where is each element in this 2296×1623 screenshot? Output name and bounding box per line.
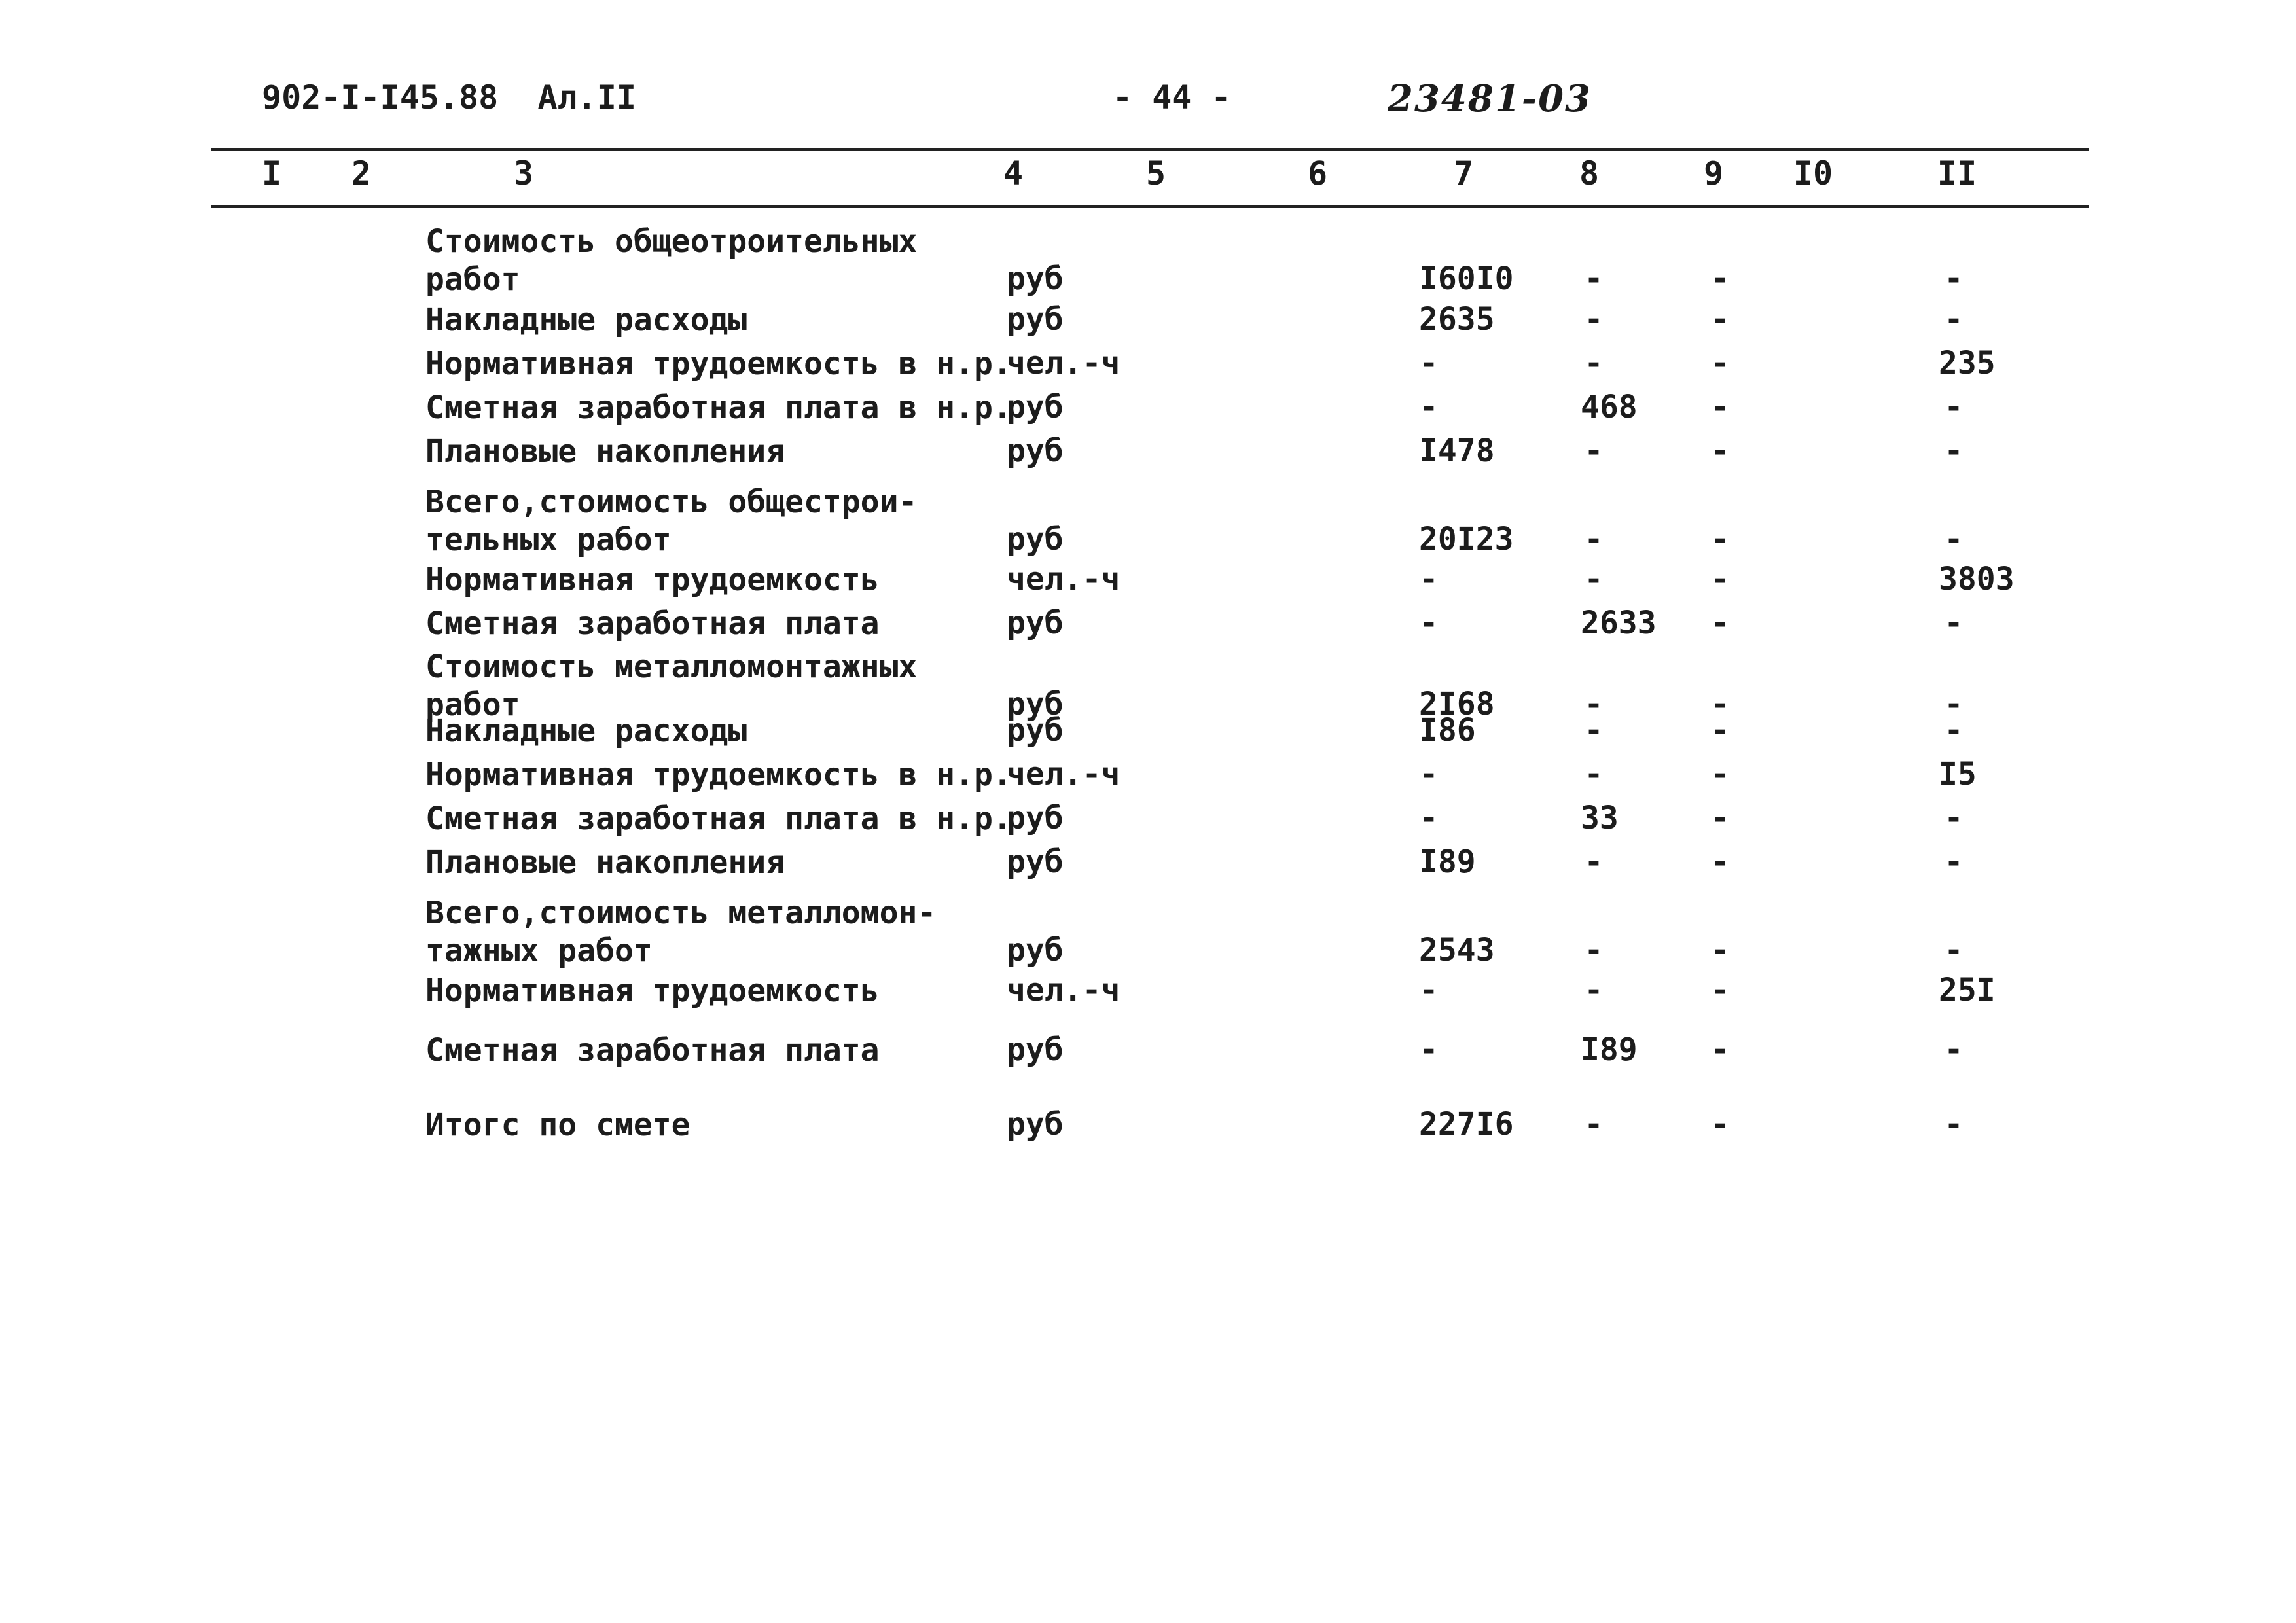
row-unit: руб [1007,521,1064,558]
value-col-11: 235 [1939,345,1996,382]
row-unit: руб [1007,260,1064,297]
value-col-8: 468 [1581,389,1638,425]
value-col-7: - [1419,756,1439,793]
row-description: Сметная заработная плата [425,1032,880,1069]
value-col-8: - [1584,301,1604,338]
row-description: Всего,стоимость металломон- тажных работ [425,895,937,969]
value-col-9: - [1710,686,1730,722]
value-col-8: - [1584,712,1604,749]
row-unit: руб [1007,1106,1064,1143]
row-unit: чел.-ч [1007,972,1121,1008]
value-col-11: 3803 [1939,561,2015,597]
row-description: Нормативная трудоемкость [425,972,880,1009]
row-unit: руб [1007,301,1064,338]
column-number: 4 [1003,154,1024,192]
value-col-9: - [1710,521,1730,558]
row-description: Итогс по смете [425,1107,691,1143]
value-col-8: - [1584,561,1604,597]
row-description: Стоимость металломонтажных работ [425,649,918,723]
row-unit: руб [1007,800,1064,836]
value-col-7: - [1419,561,1439,597]
value-col-7: - [1419,605,1439,641]
value-col-8: - [1584,756,1604,793]
value-col-11: - [1944,301,1964,338]
column-number: 8 [1579,154,1600,192]
value-col-11: - [1944,521,1964,558]
value-col-8: I89 [1581,1031,1638,1068]
value-col-9: - [1710,844,1730,880]
value-col-8: 33 [1581,800,1619,836]
value-col-7: 2I68 [1419,686,1495,722]
value-col-7: I60I0 [1419,260,1514,297]
value-col-7: I86 [1419,712,1476,749]
row-unit: руб [1007,932,1064,969]
value-col-11: - [1944,433,1964,469]
row-unit: руб [1007,1031,1064,1068]
header-bottom-rule [211,205,2089,208]
value-col-8: - [1584,521,1604,558]
value-col-9: - [1710,301,1730,338]
value-col-9: - [1710,561,1730,597]
document-code: 902-I-I45.88 Ал.II [262,79,636,116]
row-unit: руб [1007,389,1064,425]
value-col-8: - [1584,345,1604,382]
column-number: I0 [1793,154,1833,192]
row-description: Сметная заработная плата в н.р. [425,800,1012,837]
value-col-11: - [1944,605,1964,641]
column-number: II [1937,154,1977,192]
column-number: 7 [1453,154,1474,192]
column-number: 2 [351,154,372,192]
value-col-8: 2633 [1581,605,1657,641]
value-col-11: I5 [1939,756,1977,793]
registration-number: 23481-03 [1388,77,1592,120]
value-col-11: - [1944,260,1964,297]
row-description: Нормативная трудоемкость в н.р. [425,346,1012,382]
value-col-7: 20I23 [1419,521,1514,558]
value-col-7: - [1419,972,1439,1008]
value-col-11: 25I [1939,972,1996,1008]
value-col-8: - [1584,972,1604,1008]
value-col-8: - [1584,260,1604,297]
row-description: Накладные расходы [425,302,747,338]
value-col-8: - [1584,686,1604,722]
value-col-9: - [1710,389,1730,425]
row-description: Нормативная трудоемкость [425,562,880,598]
row-unit: чел.-ч [1007,756,1121,793]
row-description: Сметная заработная плата [425,605,880,642]
page-number: - 44 - [1113,79,1231,116]
row-description: Нормативная трудоемкость в н.р. [425,757,1012,793]
value-col-8: - [1584,932,1604,969]
value-col-9: - [1710,345,1730,382]
row-unit: руб [1007,844,1064,880]
column-number: 6 [1307,154,1328,192]
value-col-9: - [1710,260,1730,297]
value-col-7: 2543 [1419,932,1495,969]
column-number: 9 [1703,154,1724,192]
row-unit: руб [1007,686,1064,722]
row-unit: руб [1007,712,1064,749]
value-col-9: - [1710,605,1730,641]
row-description: Накладные расходы [425,713,747,749]
value-col-11: - [1944,1031,1964,1068]
column-number: 5 [1145,154,1166,192]
value-col-7: - [1419,1031,1439,1068]
table-top-rule [211,148,2089,151]
value-col-9: - [1710,1031,1730,1068]
column-number: 3 [513,154,534,192]
value-col-11: - [1944,712,1964,749]
value-col-7: 2635 [1419,301,1495,338]
value-col-9: - [1710,972,1730,1008]
row-description: Сметная заработная плата в н.р. [425,389,1012,426]
value-col-11: - [1944,686,1964,722]
value-col-11: - [1944,800,1964,836]
value-col-8: - [1584,1106,1604,1143]
row-unit: чел.-ч [1007,345,1121,382]
column-number: I [261,154,282,192]
row-description: Всего,стоимость общестрои- тельных работ [425,484,918,558]
value-col-8: - [1584,433,1604,469]
value-col-11: - [1944,844,1964,880]
value-col-11: - [1944,1106,1964,1143]
value-col-9: - [1710,1106,1730,1143]
value-col-7: - [1419,389,1439,425]
row-unit: руб [1007,433,1064,469]
value-col-7: I89 [1419,844,1476,880]
value-col-8: - [1584,844,1604,880]
row-unit: чел.-ч [1007,561,1121,597]
row-description: Стоимость общеотроительных работ [425,223,918,298]
row-description: Плановые накопления [425,844,785,881]
row-description: Плановые накопления [425,433,785,470]
value-col-11: - [1944,932,1964,969]
value-col-9: - [1710,756,1730,793]
value-col-11: - [1944,389,1964,425]
value-col-7: - [1419,800,1439,836]
value-col-9: - [1710,712,1730,749]
value-col-9: - [1710,800,1730,836]
value-col-9: - [1710,932,1730,969]
value-col-7: I478 [1419,433,1495,469]
value-col-9: - [1710,433,1730,469]
row-unit: руб [1007,605,1064,641]
value-col-7: - [1419,345,1439,382]
value-col-7: 227I6 [1419,1106,1514,1143]
